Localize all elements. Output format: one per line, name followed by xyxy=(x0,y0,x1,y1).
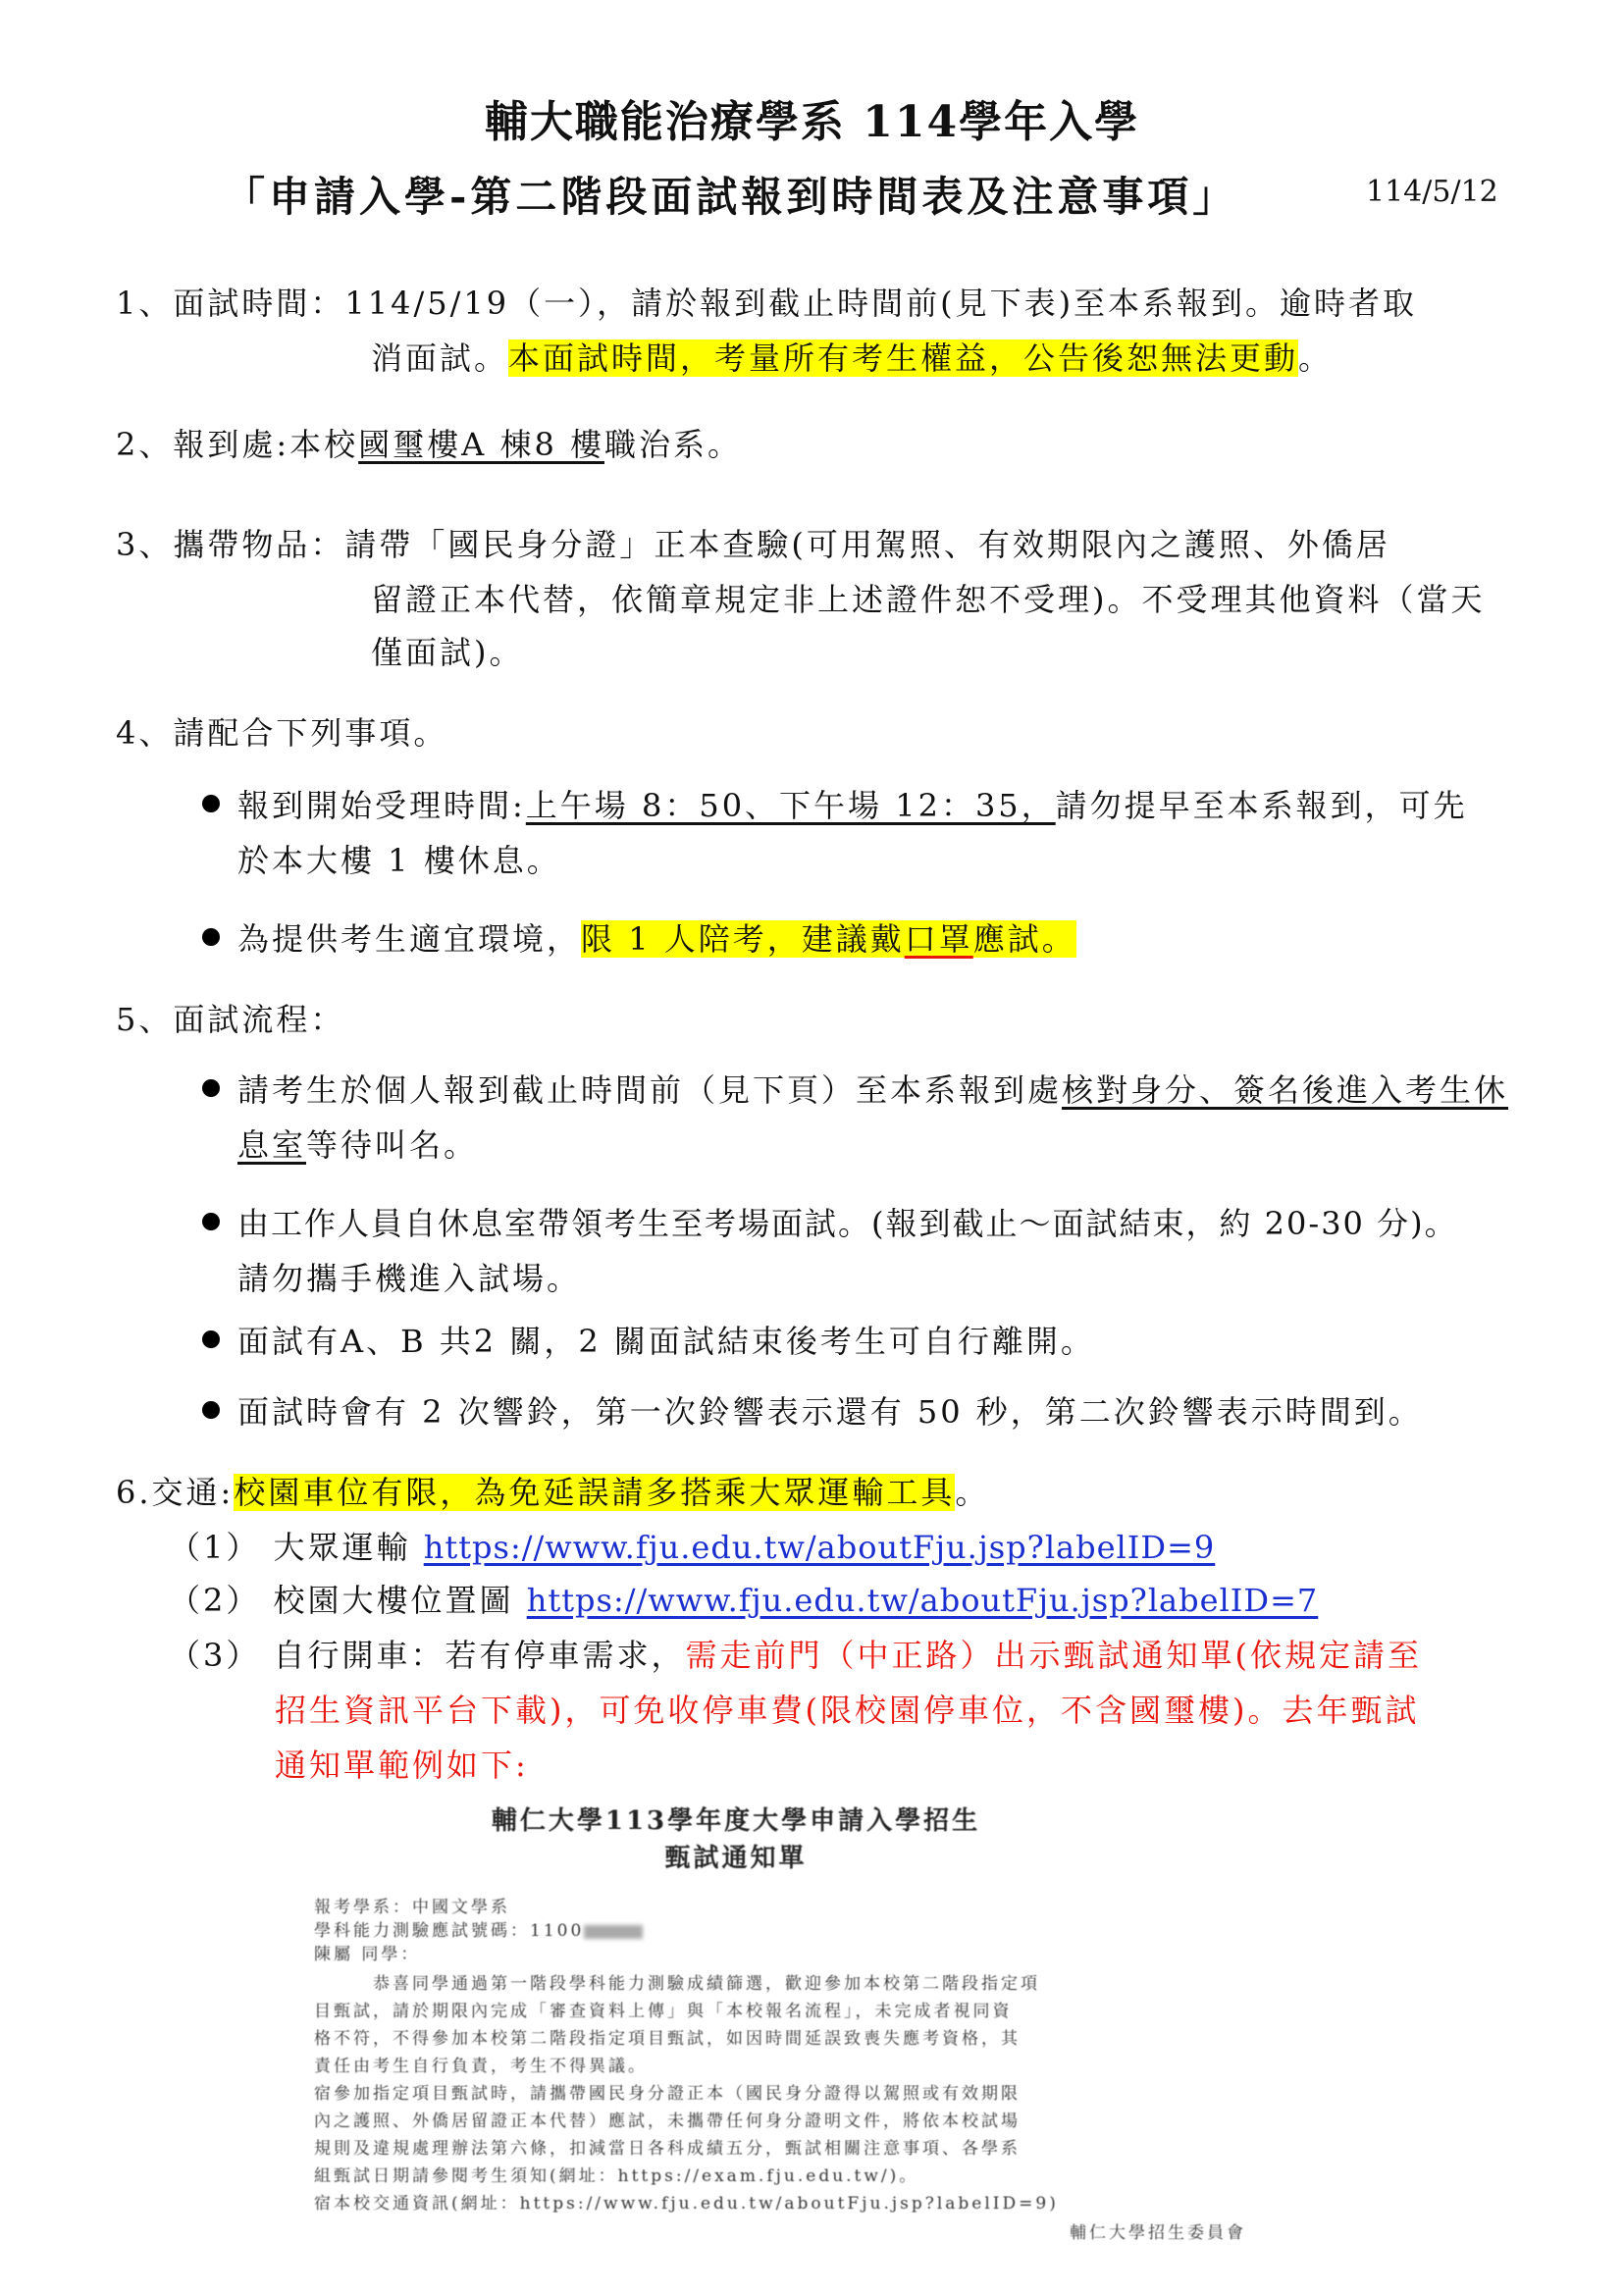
page-subtitle: 「申請入學-第二階段面試報到時間表及注意事項」 xyxy=(224,173,1238,221)
bullet-icon xyxy=(202,1330,220,1348)
item6-sub3-text: （3） 自行開車：若有停車需求， xyxy=(169,1637,686,1674)
item3-line1: 3、攜帶物品：請帶「國民身分證」正本查驗(可用駕照、有效期限內之護照、外僑居 xyxy=(116,526,1390,563)
item4-b1-end: 請勿提早至本系報到，可先 xyxy=(1055,787,1468,824)
item6-sub2 xyxy=(169,1576,1318,1621)
item6-sub3-line1 xyxy=(169,1631,1422,1676)
bullet-icon xyxy=(202,1079,220,1097)
bullet-icon xyxy=(202,928,220,946)
item4-bullet2 xyxy=(237,914,1076,960)
item5-bullet1-line2 xyxy=(237,1121,478,1166)
item6-sub3-line3: 通知單範例如下: xyxy=(275,1747,529,1784)
item2-line xyxy=(116,420,742,465)
bullet-icon xyxy=(202,1401,220,1419)
item5-b1-end: 等待叫名。 xyxy=(306,1126,479,1164)
item5-bullet3: 面試有A、B 共2 關，2 關面試結束後考生可自行離開。 xyxy=(237,1323,1095,1360)
bullet-icon xyxy=(202,795,220,812)
item1-end: 。 xyxy=(1298,339,1334,377)
item1-line1: 1、面試時間：114/5/19（一），請於報到截止時間前(見下表)至本系報到。逾時者取 xyxy=(116,285,1418,322)
item6-sub1-label: （1） 大眾運輸 xyxy=(169,1529,411,1566)
item5-bullet2-line1: 由工作人員自休息室帶領考生至考場面試。(報到截止～面試結束，約 20-30 分)。 xyxy=(237,1205,1458,1242)
item5-bullet1-line1 xyxy=(237,1066,1508,1111)
item4-bullet1-line1 xyxy=(237,781,1468,826)
item4-b1-times: 上午場 8：50、下午場 12：35， xyxy=(525,787,1056,824)
item2-location: 國璽樓A 棟8 樓 xyxy=(358,426,604,463)
item4-b2-highlight-end: 應試。 xyxy=(972,920,1076,958)
item6-highlight: 校園車位有限，為免延誤請多搭乘大眾運輸工具 xyxy=(234,1474,956,1511)
item5-bullet4: 面試時會有 2 次響鈴，第一次鈴響表示還有 50 秒，第二次鈴響表示時間到。 xyxy=(237,1393,1423,1431)
item1-text: 消面試。 xyxy=(371,339,509,377)
campus-map-link[interactable]: https://www.fju.edu.tw/aboutFju.jsp?labelID=7 xyxy=(526,1582,1319,1619)
item3-line3: 僅面試)。 xyxy=(371,634,524,671)
item2-end: 職治系。 xyxy=(603,426,742,463)
publish-date: 114/5/12 xyxy=(1366,175,1498,209)
bullet-icon xyxy=(202,1213,220,1230)
item2-text: 2、報到處:本校 xyxy=(116,426,359,463)
notice-line: 內之護照、外僑居留證正本代替）應試，未攜帶任何身分證明文件，將依本校試場 xyxy=(314,2112,1021,2131)
notice-line: 恭喜同學通過第一階段學科能力測驗成績篩選，歡迎參加本校第二階段指定項 xyxy=(373,1974,1040,1994)
item6-sub3-red: 需走前門（中正路）出示甄試通知單(依規定請至 xyxy=(685,1637,1423,1674)
transit-link[interactable]: https://www.fju.edu.tw/aboutFju.jsp?labelID=9 xyxy=(423,1529,1216,1566)
item3-line2: 留證正本代替，依簡章規定非上述證件恕不受理)。不受理其他資料（當天 xyxy=(371,581,1486,618)
item5-b1-underlined: 核對身分、簽名後進入考生休 xyxy=(1062,1071,1509,1109)
notice-signature: 輔仁大學招生委員會 xyxy=(1070,2223,1246,2243)
item4-b2-highlight: 限 1 人陪考，建議戴 xyxy=(581,920,905,958)
notice-line: 目甄試，請於期限內完成「審查資料上傳」與「本校報名流程」，未完成者視同資 xyxy=(314,2002,1013,2021)
item5-b1-text: 請考生於個人報到截止時間前（見下頁）至本系報到處 xyxy=(237,1071,1063,1109)
notice-line: 學科能力測驗應試號碼：1100 xyxy=(314,1916,643,1941)
notice-subtitle: 甄試通知單 xyxy=(664,1844,808,1873)
item4-heading: 4、請配合下列事項。 xyxy=(116,714,448,752)
notice-line: 報考學系：中國文學系 xyxy=(314,1898,510,1917)
notice-line: 規則及違規處理辦法第六條，扣減當日各科成績五分，甄試相關注意事項、各學系 xyxy=(314,2139,1021,2159)
page-title: 輔大職能治療學系 114學年入學 xyxy=(484,97,1140,147)
item6-sub1 xyxy=(169,1523,1215,1568)
item4-bullet1-line2: 於本大樓 1 樓休息。 xyxy=(237,842,561,879)
item6-sub2-label: （2） 校園大樓位置圖 xyxy=(169,1582,514,1619)
item5-heading: 5、面試流程： xyxy=(116,1001,345,1038)
item5-bullet2-line2: 請勿攜手機進入試場。 xyxy=(237,1260,582,1297)
item1-line2 xyxy=(371,334,1333,379)
item6-end: 。 xyxy=(955,1474,990,1511)
item1-highlight: 本面試時間，考量所有考生權益，公告後恕無法更動 xyxy=(508,339,1299,377)
notice-line: 格不符，不得參加本校第二階段指定項目甄試，如因時間延誤致喪失應考資格，其 xyxy=(314,2029,1021,2049)
notice-line: 組甄試日期請參閱考生須知(網址：https://exam.fju.edu.tw/)。 xyxy=(314,2166,919,2186)
sample-notice-image xyxy=(294,1761,1325,2243)
notice-line: 陳屬 同學： xyxy=(314,1945,421,1964)
item4-b2-mask: 口罩 xyxy=(904,920,973,958)
notice-line: 宿參加指定項目甄試時，請攜帶國民身分證正本（國民身分證得以駕照或有效期限 xyxy=(314,2084,1021,2104)
item5-b1-room: 息室 xyxy=(237,1126,307,1164)
item6-text: 6.交通: xyxy=(116,1474,235,1511)
notice-line: 宿本校交通資訊(網址：https://www.fju.edu.tw/aboutFju.jsp?labelID=9) xyxy=(314,2194,1059,2214)
notice-line: 責任由考生自行負責，考生不得異議。 xyxy=(314,2057,648,2076)
item4-b1-text: 報到開始受理時間: xyxy=(237,787,526,824)
notice-title: 輔仁大學113學年度大學申請入學招生 xyxy=(491,1806,981,1836)
item4-b2-text: 為提供考生適宜環境， xyxy=(237,920,582,958)
item6-line xyxy=(116,1468,989,1513)
item6-sub3-line2: 招生資訊平台下載)，可免收停車費(限校園停車位，不含國璽樓)。去年甄試 xyxy=(275,1692,1420,1729)
